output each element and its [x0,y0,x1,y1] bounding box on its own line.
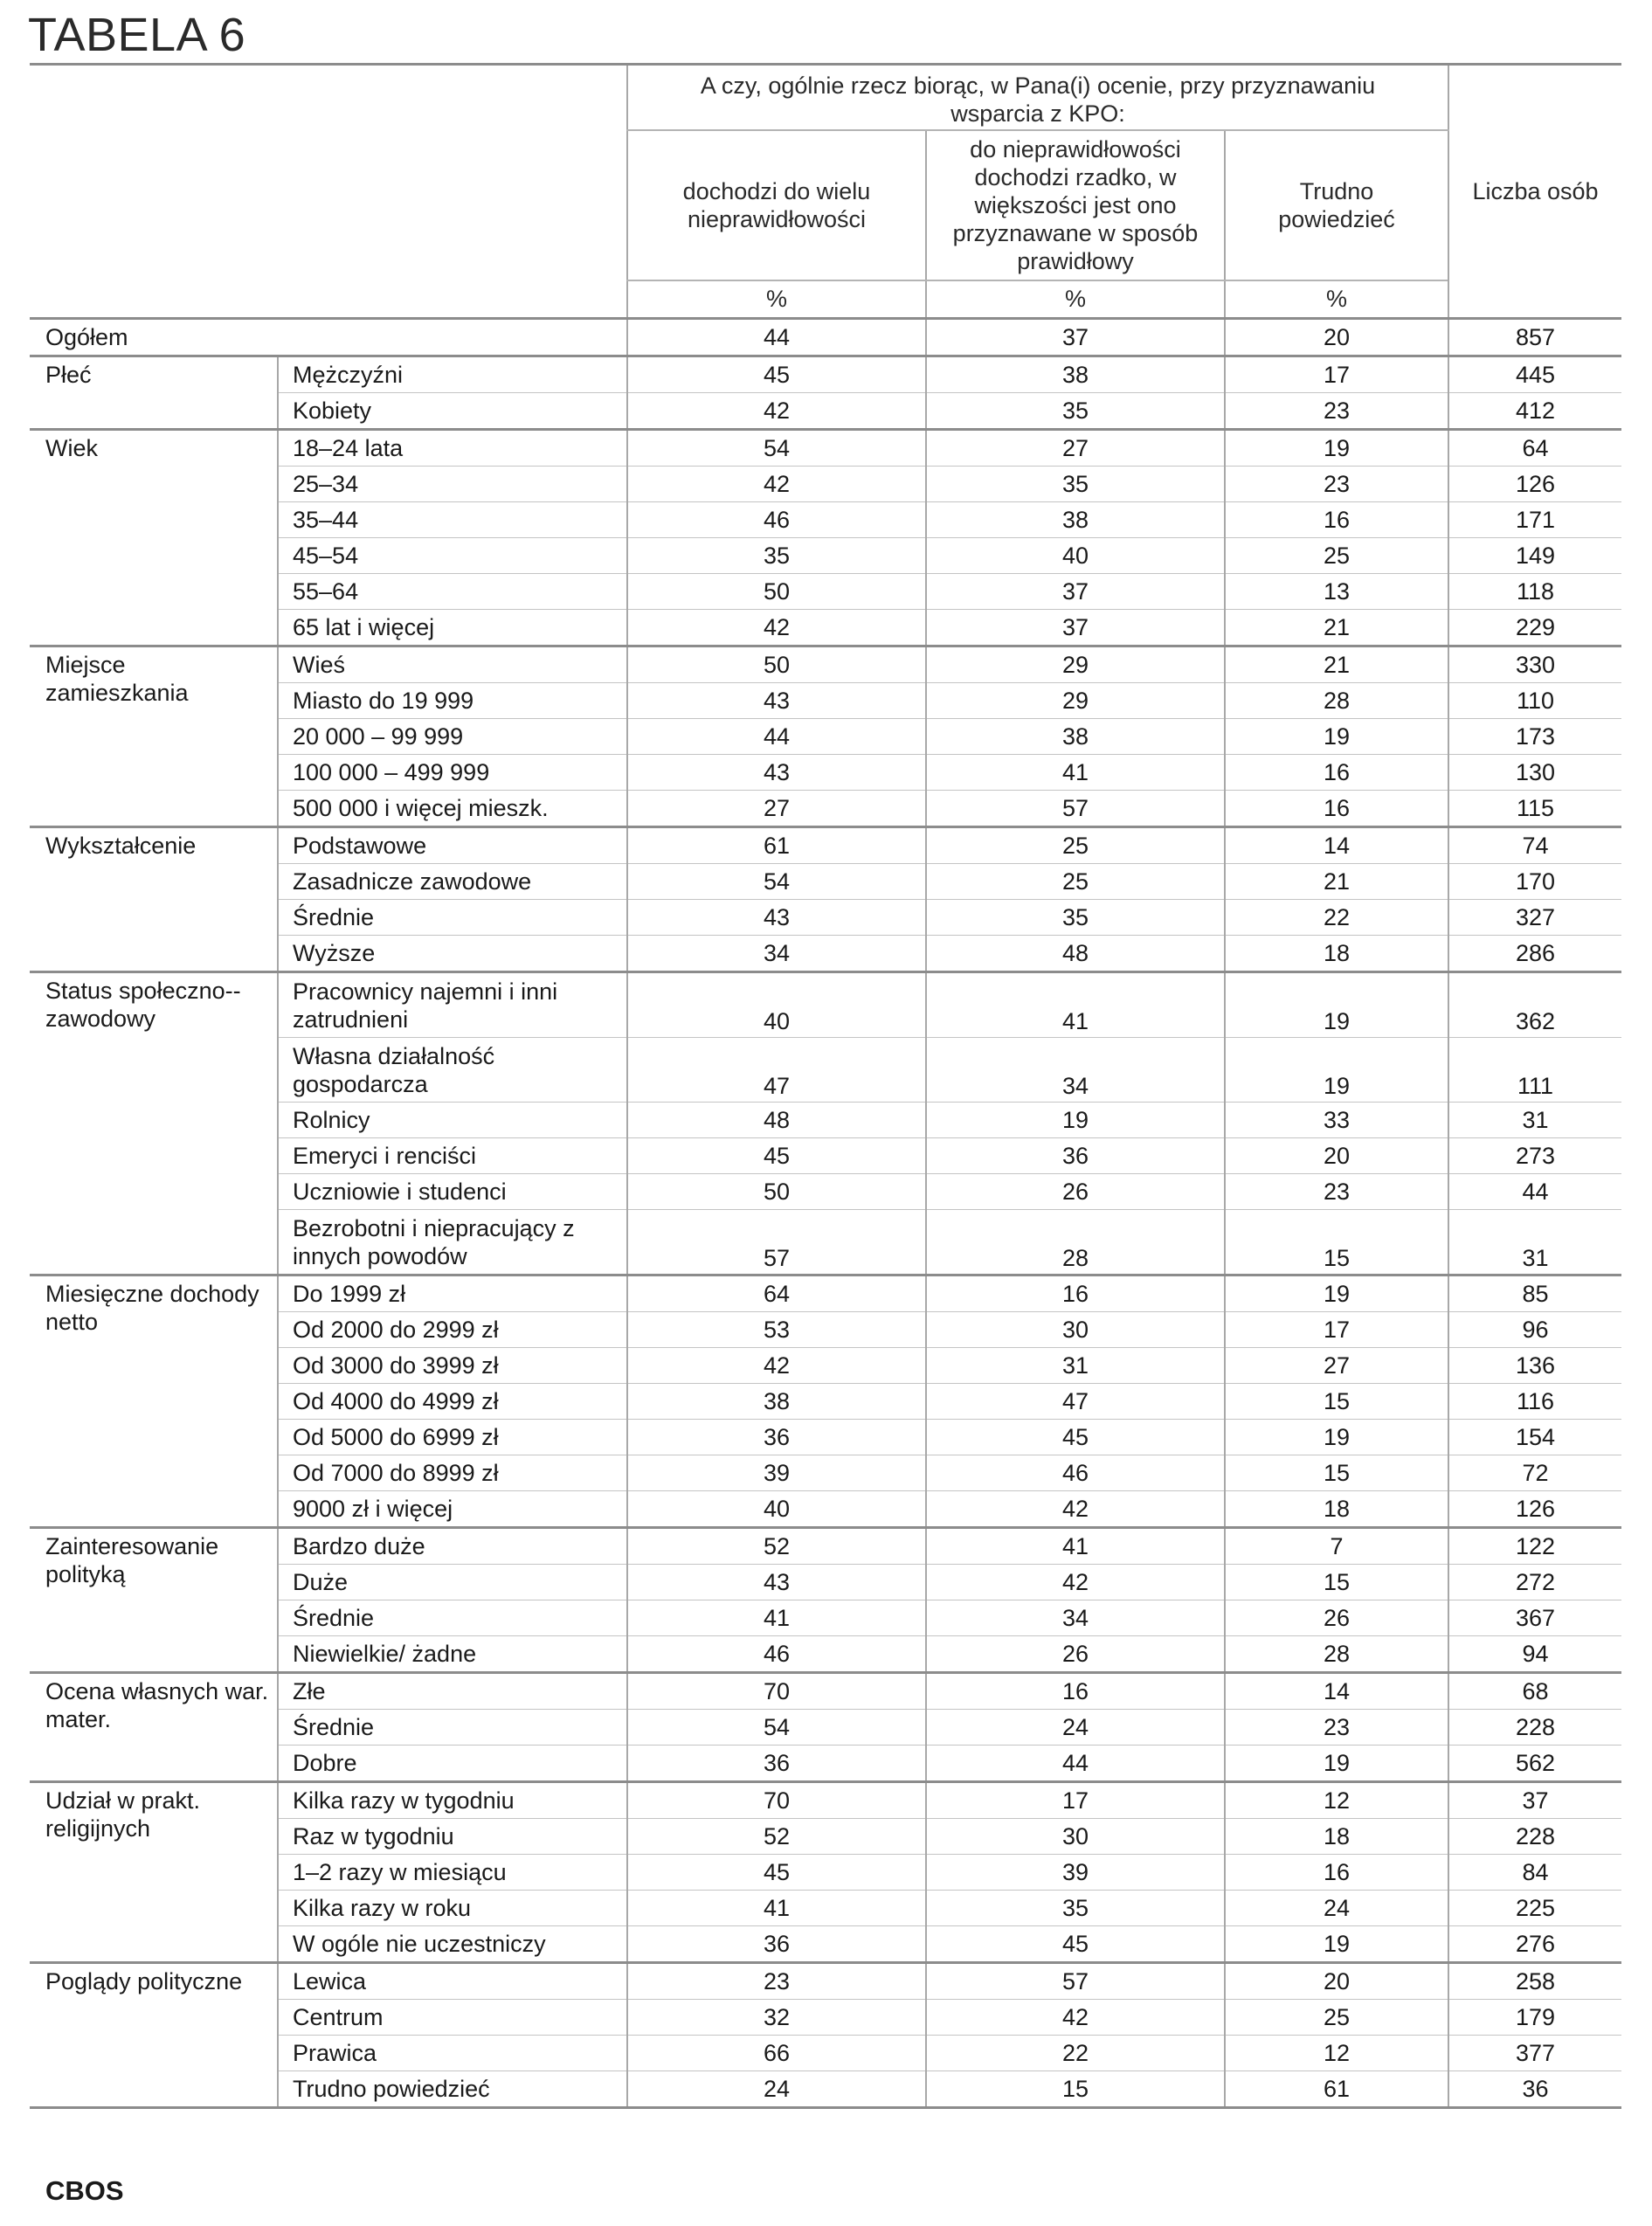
row-label: Trudno powiedzieć [278,2071,627,2108]
cell-value: 35 [926,467,1225,502]
cell-value: 111 [1448,1038,1621,1103]
cell-value: 19 [1225,1746,1448,1782]
row-label: 9000 zł i więcej [278,1491,627,1528]
cell-value: 53 [627,1312,926,1348]
cell-value: 272 [1448,1565,1621,1600]
row-label: Średnie [278,900,627,936]
table-row [30,1528,1621,1565]
row-label: Raz w tygodniu [278,1819,627,1855]
cell-value: 26 [1225,1600,1448,1636]
cell-value: 47 [926,1384,1225,1420]
cell-value: 42 [627,1348,926,1384]
row-label: Średnie [278,1600,627,1636]
cell-value: 24 [627,2071,926,2108]
cell-value: 42 [627,393,926,430]
results-table [30,63,1621,2109]
cell-value: 35 [627,538,926,574]
table-row [30,1275,1621,1312]
cell-value: 57 [926,1963,1225,2000]
cell-value: 96 [1448,1312,1621,1348]
row-label: Kobiety [278,393,627,430]
cell-value: 16 [1225,755,1448,791]
cell-value: 24 [1225,1891,1448,1926]
cell-value: 14 [1225,827,1448,864]
group-label: Miesięczne dochody netto [30,1275,278,1528]
cell-value: 16 [1225,1855,1448,1891]
row-label: 65 lat i więcej [278,610,627,646]
cell-value: 19 [1225,1038,1448,1103]
cell-value: 34 [926,1600,1225,1636]
row-label: Wyższe [278,936,627,972]
cell-value: 42 [627,610,926,646]
cell-value: 28 [1225,683,1448,719]
cell-value: 12 [1225,2036,1448,2071]
row-label: Lewica [278,1963,627,2000]
group-label: Status społeczno--zawodowy [30,972,278,1275]
cell-value: 54 [627,430,926,467]
cell-value: 70 [627,1782,926,1819]
cell-value: 18 [1225,936,1448,972]
row-label: Prawica [278,2036,627,2071]
cell-value: 21 [1225,864,1448,900]
cell-value: 126 [1448,467,1621,502]
cell-value: 33 [1225,1103,1448,1138]
row-label: Uczniowie i studenci [278,1174,627,1210]
cell-value: 7 [1225,1528,1448,1565]
source-label: CBOS [45,2175,124,2206]
cell-value: 19 [1225,1420,1448,1455]
cell-value: 28 [926,1210,1225,1275]
row-label: Bezrobotni i niepracujący z innych powodów [278,1210,627,1275]
cell-value: 38 [926,719,1225,755]
cell-value: 72 [1448,1455,1621,1491]
table-row [30,827,1621,864]
row-label: 35–44 [278,502,627,538]
cell-value: 15 [1225,1565,1448,1600]
total-label: Ogółem [30,319,627,356]
cell-value: 18 [1225,1819,1448,1855]
cell-value: 45 [627,1138,926,1174]
cell-value: 225 [1448,1891,1621,1926]
header-col-hard-to-say: Trudno powiedzieć [1225,130,1448,280]
cell-value: 26 [926,1636,1225,1673]
cell-value: 16 [1225,502,1448,538]
unit-label: % [1225,280,1448,319]
cell-value: 34 [926,1038,1225,1103]
cell-value: 38 [627,1384,926,1420]
cell-value: 19 [1225,1275,1448,1312]
row-label: Rolnicy [278,1103,627,1138]
unit-label: % [627,280,926,319]
row-label: Niewielkie/ żadne [278,1636,627,1673]
header-col-rare-irregularities: do nieprawidłowości dochodzi rzadko, w większości jest ono przyznawane w sposób prawidłowy [926,130,1225,280]
cell-value: 68 [1448,1673,1621,1710]
cell-value: 20 [1225,1138,1448,1174]
cell-value: 27 [627,791,926,827]
cell-value: 38 [926,356,1225,393]
cell-value: 17 [926,1782,1225,1819]
cell-value: 43 [627,900,926,936]
row-label: Podstawowe [278,827,627,864]
unit-label: % [926,280,1225,319]
cell-value: 40 [926,538,1225,574]
cell-value: 52 [627,1819,926,1855]
cell-value: 28 [1225,1636,1448,1673]
cell-value: 48 [627,1103,926,1138]
cell-value: 29 [926,683,1225,719]
row-label: Do 1999 zł [278,1275,627,1312]
cell-value: 84 [1448,1855,1621,1891]
cell-value: 25 [1225,538,1448,574]
group-label: Ocena własnych war. mater. [30,1673,278,1782]
cell-value: 26 [926,1174,1225,1210]
cell-value: 17 [1225,1312,1448,1348]
row-label: Kilka razy w tygodniu [278,1782,627,1819]
cell-value: 562 [1448,1746,1621,1782]
table-row [30,430,1621,467]
cell-value: 20 [1225,1963,1448,2000]
cell-value: 50 [627,646,926,683]
cell-value: 15 [1225,1210,1448,1275]
table-body [30,319,1621,2108]
cell-value: 42 [926,1491,1225,1528]
cell-value: 54 [627,864,926,900]
cell-value: 22 [1225,900,1448,936]
cell-value: 35 [926,393,1225,430]
cell-value: 32 [627,2000,926,2036]
cell-value: 19 [1225,430,1448,467]
row-label: 45–54 [278,538,627,574]
cell-value: 31 [926,1348,1225,1384]
cell-value: 258 [1448,1963,1621,2000]
row-label: Pracownicy najemni i inni zatrudnieni [278,972,627,1038]
cell-value: 43 [627,755,926,791]
row-label: Złe [278,1673,627,1710]
cell-value: 46 [627,502,926,538]
cell-value: 36 [1448,2071,1621,2108]
row-label: Własna działalność gospodarcza [278,1038,627,1103]
cell-value: 276 [1448,1926,1621,1963]
row-label: Od 2000 do 2999 zł [278,1312,627,1348]
table-row [30,356,1621,393]
group-label: Zainteresowanie polityką [30,1528,278,1673]
cell-value: 36 [926,1138,1225,1174]
table-row-total [30,319,1621,356]
row-label: Miasto do 19 999 [278,683,627,719]
row-label: 55–64 [278,574,627,610]
cell-value: 23 [1225,467,1448,502]
cell-value: 367 [1448,1600,1621,1636]
cell-value: 30 [926,1312,1225,1348]
cell-value: 31 [1448,1210,1621,1275]
cell-value: 70 [627,1673,926,1710]
cell-value: 35 [926,1891,1225,1926]
cell-value: 412 [1448,393,1621,430]
row-label: Dobre [278,1746,627,1782]
row-label: Od 7000 do 8999 zł [278,1455,627,1491]
cell-value: 228 [1448,1710,1621,1746]
cell-value: 857 [1448,319,1621,356]
cell-value: 154 [1448,1420,1621,1455]
row-label: 500 000 i więcej mieszk. [278,791,627,827]
row-label: Wieś [278,646,627,683]
cell-value: 16 [1225,791,1448,827]
cell-value: 61 [627,827,926,864]
cell-value: 94 [1448,1636,1621,1673]
cell-value: 377 [1448,2036,1621,2071]
cell-value: 27 [1225,1348,1448,1384]
cell-value: 19 [1225,719,1448,755]
row-label: Od 4000 do 4999 zł [278,1384,627,1420]
table-row [30,1673,1621,1710]
group-label: Poglądy polityczne [30,1963,278,2108]
cell-value: 228 [1448,1819,1621,1855]
row-label: Kilka razy w roku [278,1891,627,1926]
cell-value: 41 [627,1891,926,1926]
cell-value: 16 [926,1275,1225,1312]
cell-value: 14 [1225,1673,1448,1710]
cell-value: 18 [1225,1491,1448,1528]
cell-value: 15 [926,2071,1225,2108]
group-label: Płeć [30,356,278,430]
cell-value: 22 [926,2036,1225,2071]
cell-value: 46 [926,1455,1225,1491]
cell-value: 23 [627,1963,926,2000]
table-header [30,65,1621,319]
cell-value: 25 [1225,2000,1448,2036]
row-label: Mężczyźni [278,356,627,393]
cell-value: 37 [1448,1782,1621,1819]
header-count: Liczba osób [1448,65,1621,319]
cell-value: 45 [627,356,926,393]
cell-value: 126 [1448,1491,1621,1528]
row-label: Duże [278,1565,627,1600]
table-row [30,1963,1621,2000]
cell-value: 43 [627,683,926,719]
cell-value: 39 [926,1855,1225,1891]
cell-value: 40 [627,1491,926,1528]
row-label: Emeryci i renciści [278,1138,627,1174]
cell-value: 445 [1448,356,1621,393]
cell-value: 61 [1225,2071,1448,2108]
header-empty-corner [30,65,627,319]
cell-value: 45 [926,1926,1225,1963]
cell-value: 29 [926,646,1225,683]
cell-value: 35 [926,900,1225,936]
cell-value: 20 [1225,319,1448,356]
row-label: Bardzo duże [278,1528,627,1565]
cell-value: 48 [926,936,1225,972]
cell-value: 273 [1448,1138,1621,1174]
cell-value: 37 [926,319,1225,356]
cell-value: 15 [1225,1384,1448,1420]
cell-value: 21 [1225,646,1448,683]
cell-value: 46 [627,1636,926,1673]
table-row [30,972,1621,1038]
cell-value: 42 [926,2000,1225,2036]
table-row [30,646,1621,683]
row-label: Od 5000 do 6999 zł [278,1420,627,1455]
cell-value: 170 [1448,864,1621,900]
cell-value: 41 [926,1528,1225,1565]
cell-value: 25 [926,864,1225,900]
header-question: A czy, ogólnie rzecz biorąc, w Pana(i) ocenie, przy przyznawaniu wsparcia z KPO: [627,65,1448,130]
cell-value: 45 [926,1420,1225,1455]
cell-value: 12 [1225,1782,1448,1819]
cell-value: 173 [1448,719,1621,755]
table-wrapper [30,63,1621,2109]
cell-value: 136 [1448,1348,1621,1384]
cell-value: 42 [926,1565,1225,1600]
cell-value: 118 [1448,574,1621,610]
cell-value: 229 [1448,610,1621,646]
cell-value: 52 [627,1528,926,1565]
cell-value: 13 [1225,574,1448,610]
cell-value: 130 [1448,755,1621,791]
group-label: Wykształcenie [30,827,278,972]
row-label: 25–34 [278,467,627,502]
cell-value: 44 [627,719,926,755]
cell-value: 38 [926,502,1225,538]
cell-value: 30 [926,1819,1225,1855]
cell-value: 37 [926,610,1225,646]
cell-value: 36 [627,1746,926,1782]
cell-value: 16 [926,1673,1225,1710]
cell-value: 330 [1448,646,1621,683]
cell-value: 50 [627,1174,926,1210]
cell-value: 286 [1448,936,1621,972]
cell-value: 171 [1448,502,1621,538]
cell-value: 44 [627,319,926,356]
row-label: Średnie [278,1710,627,1746]
cell-value: 47 [627,1038,926,1103]
cell-value: 64 [627,1275,926,1312]
cell-value: 17 [1225,356,1448,393]
cell-value: 41 [926,755,1225,791]
cell-value: 149 [1448,538,1621,574]
row-label: Zasadnicze zawodowe [278,864,627,900]
row-label: Centrum [278,2000,627,2036]
cell-value: 40 [627,972,926,1038]
cell-value: 41 [926,972,1225,1038]
cell-value: 23 [1225,393,1448,430]
cell-value: 43 [627,1565,926,1600]
cell-value: 23 [1225,1174,1448,1210]
header-col-many-irregularities: dochodzi do wielu nieprawidłowości [627,130,926,280]
cell-value: 44 [926,1746,1225,1782]
cell-value: 41 [627,1600,926,1636]
cell-value: 37 [926,574,1225,610]
cell-value: 57 [926,791,1225,827]
cell-value: 36 [627,1926,926,1963]
cell-value: 54 [627,1710,926,1746]
cell-value: 57 [627,1210,926,1275]
group-label: Miejsce zamieszkania [30,646,278,827]
cell-value: 64 [1448,430,1621,467]
group-label: Wiek [30,430,278,646]
cell-value: 39 [627,1455,926,1491]
cell-value: 25 [926,827,1225,864]
group-label: Udział w prakt. religijnych [30,1782,278,1963]
cell-value: 19 [1225,972,1448,1038]
cell-value: 115 [1448,791,1621,827]
table-title: TABELA 6 [28,9,246,61]
row-label: 20 000 – 99 999 [278,719,627,755]
cell-value: 110 [1448,683,1621,719]
cell-value: 179 [1448,2000,1621,2036]
cell-value: 21 [1225,610,1448,646]
cell-value: 327 [1448,900,1621,936]
row-label: Od 3000 do 3999 zł [278,1348,627,1384]
cell-value: 85 [1448,1275,1621,1312]
table-row [30,1782,1621,1819]
row-label: 100 000 – 499 999 [278,755,627,791]
row-label: 18–24 lata [278,430,627,467]
cell-value: 44 [1448,1174,1621,1210]
row-label: 1–2 razy w miesiącu [278,1855,627,1891]
cell-value: 19 [1225,1926,1448,1963]
cell-value: 74 [1448,827,1621,864]
cell-value: 45 [627,1855,926,1891]
cell-value: 27 [926,430,1225,467]
cell-value: 34 [627,936,926,972]
cell-value: 42 [627,467,926,502]
cell-value: 116 [1448,1384,1621,1420]
cell-value: 23 [1225,1710,1448,1746]
cell-value: 362 [1448,972,1621,1038]
cell-value: 15 [1225,1455,1448,1491]
cell-value: 19 [926,1103,1225,1138]
cell-value: 31 [1448,1103,1621,1138]
cell-value: 50 [627,574,926,610]
cell-value: 24 [926,1710,1225,1746]
cell-value: 122 [1448,1528,1621,1565]
cell-value: 36 [627,1420,926,1455]
row-label: W ogóle nie uczestniczy [278,1926,627,1963]
cell-value: 66 [627,2036,926,2071]
